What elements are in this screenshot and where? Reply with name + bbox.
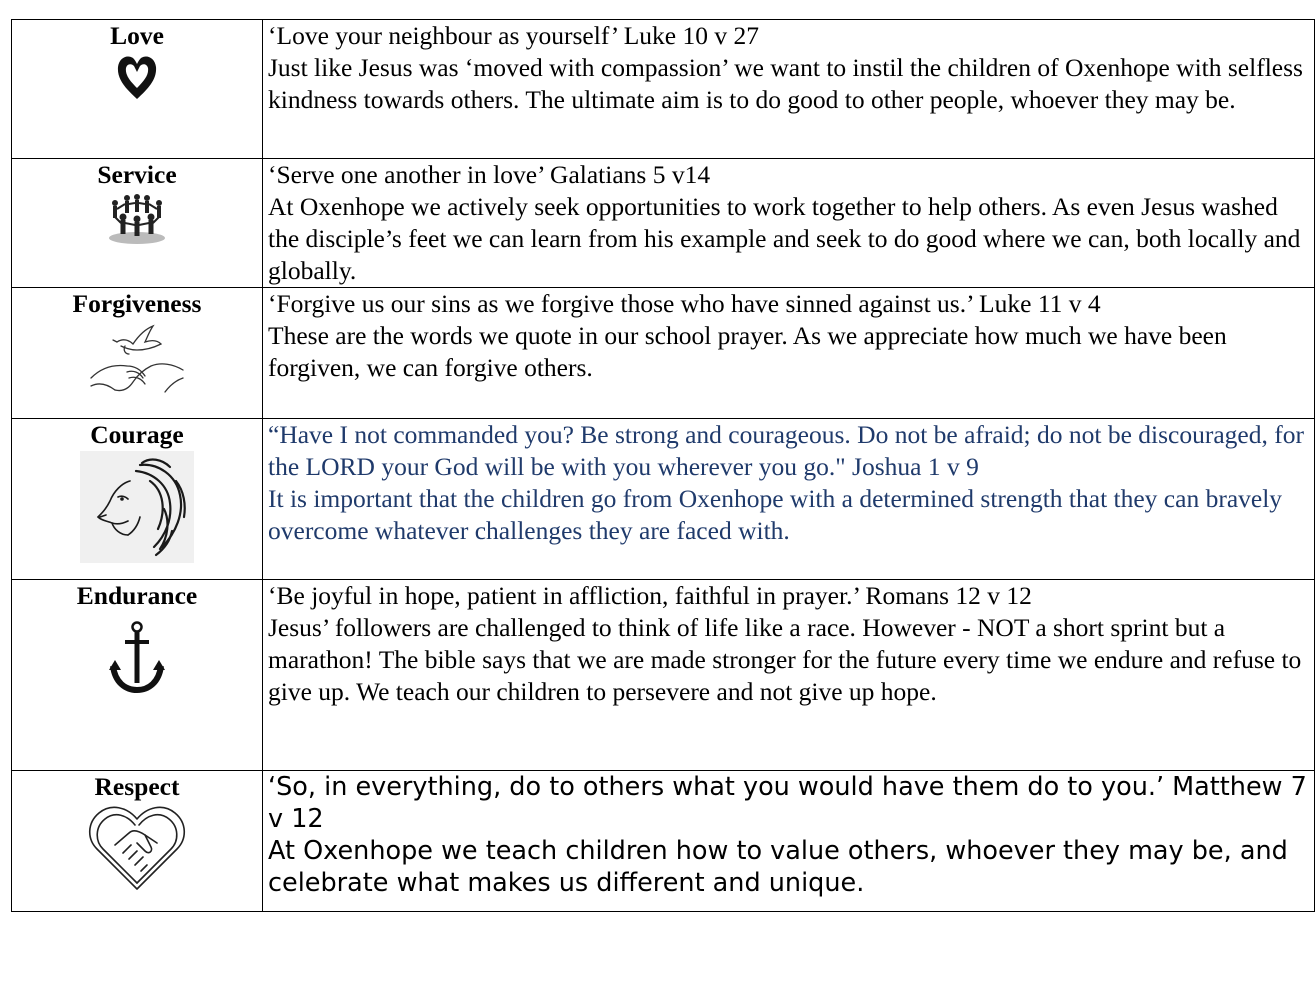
lion-icon <box>80 451 194 563</box>
value-description: At Oxenhope we teach children how to value others, whoever they may be, and celebrate what makes us different and unique. <box>268 836 1288 898</box>
value-description: It is important that the children go from Oxenhope with a determined strength that they can bravely overcome whatever challenges they are faced with. <box>268 484 1283 545</box>
value-name: Endurance <box>76 581 198 610</box>
people-circle-icon <box>105 191 169 247</box>
value-description: These are the words we quote in our school prayer. As we appreciate how much we have been forgiven, we can forgive others. <box>268 321 1227 382</box>
value-name: Forgiveness <box>72 289 202 318</box>
anchor-icon <box>109 620 165 694</box>
value-name-cell <box>12 580 263 771</box>
value-name-cell <box>12 288 263 419</box>
value-description: Jesus’ followers are challenged to think of life like a race. However - NOT a short sprint but a marathon! The bible says that we are made stronger for the future every time we endure and refuse to give up. We teach our children to persevere and not give up hope. <box>268 613 1302 706</box>
value-text-cell <box>263 771 1315 912</box>
value-row-respect <box>12 771 1315 912</box>
value-name: Respect <box>94 772 180 801</box>
value-name: Love <box>110 21 164 50</box>
value-name: Service <box>97 160 177 189</box>
value-quote: ‘Love your neighbour as yourself’ Luke 10 v 27 <box>268 21 759 50</box>
value-quote: “Have I not commanded you? Be strong and courageous. Do not be afraid; do not be discouraged, for the LORD your God will be with you wherever you go." Joshua 1 v 9 <box>268 420 1304 481</box>
value-row-endurance <box>12 580 1315 771</box>
value-row-service <box>12 159 1315 288</box>
value-text-cell <box>263 20 1315 159</box>
value-name-cell <box>12 20 263 159</box>
value-quote: ‘So, in everything, do to others what you would have them do to you.’ Matthew 7 v 12 <box>268 772 1307 834</box>
heart-handshake-icon <box>85 803 189 895</box>
dove-hands-icon <box>87 320 187 400</box>
value-text-cell <box>263 580 1315 771</box>
value-quote: ‘Forgive us our sins as we forgive those who have sinned against us.’ Luke 11 v 4 <box>268 289 1101 318</box>
value-description: At Oxenhope we actively seek opportunities to work together to help others. As even Jesus washed the disciple’s feet we can learn from his example and seek to do good where we can, both locally and globally. <box>268 192 1301 285</box>
value-row-forgiveness <box>12 288 1315 419</box>
value-text-cell <box>263 419 1315 580</box>
value-quote: ‘Serve one another in love’ Galatians 5 v14 <box>268 160 711 189</box>
values-table <box>11 19 1315 912</box>
value-name-cell <box>12 771 263 912</box>
value-name: Courage <box>90 420 184 449</box>
heart-icon <box>115 52 159 102</box>
value-name-cell <box>12 419 263 580</box>
value-quote: ‘Be joyful in hope, patient in affliction, faithful in prayer.’ Romans 12 v 12 <box>268 581 1032 610</box>
value-text-cell <box>263 288 1315 419</box>
value-description: Just like Jesus was ‘moved with compassion’ we want to instil the children of Oxenhope with selfless kindness towards others. The ultimate aim is to do good to other people, whoever they may be. <box>268 53 1303 114</box>
value-text-cell <box>263 159 1315 288</box>
value-name-cell <box>12 159 263 288</box>
value-row-love <box>12 20 1315 159</box>
value-row-courage <box>12 419 1315 580</box>
